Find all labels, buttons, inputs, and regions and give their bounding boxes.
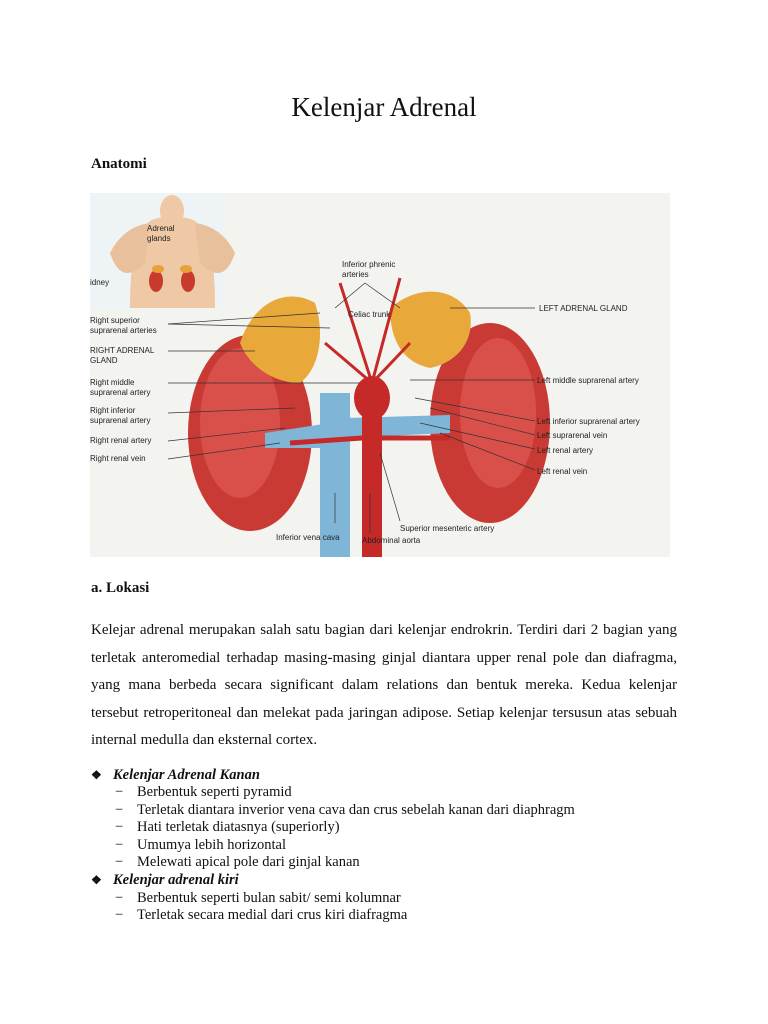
label-left-inferior-suprarenal: Left inferior suprarenal artery <box>537 417 640 426</box>
lokasi-paragraph: Kelejar adrenal merupakan salah satu bagian dari kelenjar endrokrin. Terdiri dari 2 bagian yang terletak anteromedial terhadap masing-masing ginjal diantara upper renal pole dan diafragma, yang mana berbeda secara significant dalam relations dan bentuk mereka. Kedua kelenjar tersebut retroperitoneal dan melekat pada jaringan adipose. Setiap kelenjar tersusun atas sebuah internal medulla dan eksternal cortex. <box>91 622 677 748</box>
label-left-suprarenal-vein: Left suprarenal vein <box>537 431 608 440</box>
label-glands: glands <box>147 234 171 243</box>
label-inferior-phrenic: Inferior phrenic <box>342 260 396 269</box>
label-right-inferior: Right inferior <box>90 406 136 415</box>
adrenal-anatomy-figure <box>90 193 670 557</box>
label-left-renal-artery: Left renal artery <box>537 446 594 455</box>
label-inferior-vena-cava: Inferior vena cava <box>276 533 340 542</box>
label-celiac-trunk: Celiac trunk <box>348 310 391 319</box>
label-right-superior: Right superior <box>90 316 140 325</box>
label-abdominal-aorta: Abdominal aorta <box>362 536 421 545</box>
list-kanan <box>91 766 691 925</box>
section-heading-anatomi: Anatomi <box>91 156 147 172</box>
list-item: − Umumya lebih horizontal <box>115 836 286 853</box>
label-right-renal-vein: Right renal vein <box>90 454 146 463</box>
list-item: − Berbentuk seperti bulan sabit/ semi kolumnar <box>115 889 401 906</box>
label-right-adrenal: RIGHT ADRENAL <box>90 346 155 355</box>
list-heading-kanan: ❖ Kelenjar Adrenal Kanan <box>91 766 260 783</box>
label-left-middle-suprarenal: Left middle suprarenal artery <box>537 376 639 385</box>
list-item: − Berbentuk seperti pyramid <box>115 784 292 801</box>
label-left-adrenal-gland: LEFT ADRENAL GLAND <box>539 304 628 313</box>
page-title: Kelenjar Adrenal <box>291 92 477 122</box>
section-heading-lokasi: a. Lokasi <box>91 580 150 596</box>
list-item: − Terletak secara medial dari crus kiri diafragma <box>115 907 408 924</box>
label-adrenal: Adrenal <box>147 224 175 233</box>
label-kidney: idney <box>90 278 110 287</box>
label-right-inferior-artery: suprarenal artery <box>90 416 151 425</box>
diamond-bullet-icon: ❖ <box>91 873 102 887</box>
label-right-middle: Right middle <box>90 378 135 387</box>
label-right-middle-artery: suprarenal artery <box>90 388 151 397</box>
label-right-renal-artery: Right renal artery <box>90 436 152 445</box>
list-item: − Terletak diantara inverior vena cava dan crus sebelah kanan dari diaphragm <box>115 801 575 818</box>
torso-inset <box>90 193 235 308</box>
label-gland: GLAND <box>90 356 118 365</box>
diamond-bullet-icon: ❖ <box>91 767 102 782</box>
label-suprarenal-arteries: suprarenal arteries <box>90 326 157 335</box>
label-superior-mesenteric: Superior mesenteric artery <box>400 524 495 533</box>
label-phrenic-arteries: arteries <box>342 270 369 279</box>
list-item: − Hati terletak diatasnya (superiorly) <box>115 819 340 836</box>
list-item: − Melewati apical pole dari ginjal kanan <box>115 854 360 871</box>
list-heading-kiri: ❖ Kelenjar adrenal kiri <box>91 872 239 888</box>
label-left-renal-vein: Left renal vein <box>537 467 588 476</box>
